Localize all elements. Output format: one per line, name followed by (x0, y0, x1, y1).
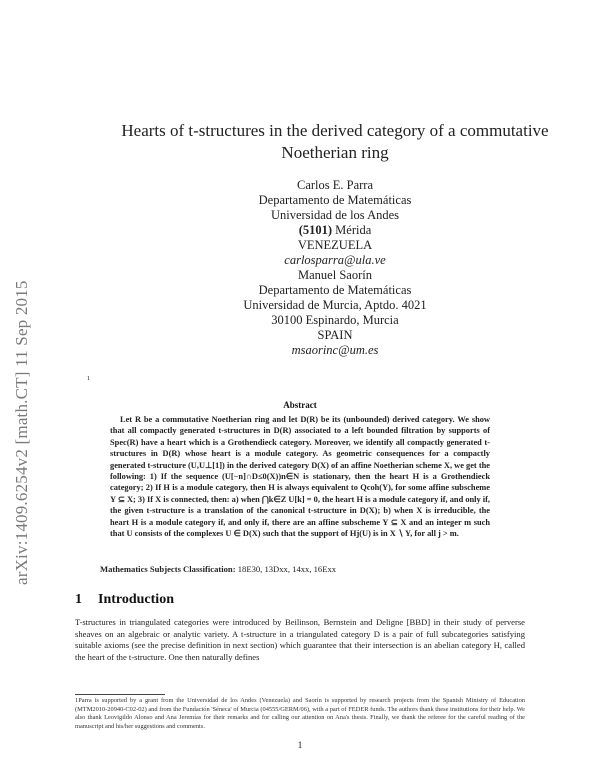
section-heading (75, 592, 174, 608)
section-number: 1 (75, 592, 82, 607)
msc-label: Mathematics Subjects Classification: (100, 564, 236, 574)
msc-line (100, 564, 520, 574)
author-1-email[interactable]: carlosparra@ula.ve (284, 253, 386, 267)
footnote-text: 1Parra is supported by a grant from the Universidad de los Andes (Venezuela) and Saorín is supported by research projects from the Spanish Ministry of Education (MTM2010-20940-C02-02) and from the Fundación 'Séneca' of Murcia (04555/GERM/06), with a part of FEDER funds. The authors thank these institutions for their help. We also thank Leovigildo Alonso and Ana Jeremías for their remarks and for calling our attention on Ana's thesis. Finally, we thank the referee for the careful reading of the manuscript and his/her suggestions and comments. (75, 697, 525, 730)
author-2-email[interactable]: msaorinc@um.es (291, 343, 379, 357)
section-title: Introduction (98, 592, 174, 607)
author-2-name: Manuel Saorín (298, 268, 372, 282)
intro-paragraph: T-structures in triangulated categories were introduced by Beilinson, Bernstein and Deligne [BBD] in their study of perverse sheaves on an algebraic or analytic variety. A t-structure in a triangulated category D is a pair of full subcategories satisfying suitable axioms (see the precise definition in next section) which guarantee that their intersection is an abelian category H, called the heart of the t-structure. One then naturally defines (75, 617, 525, 662)
msc-value: 18E30, 13Dxx, 14xx, 16Exx (235, 564, 337, 574)
author-2-city: 30100 Espinardo, Murcia (271, 313, 399, 327)
author-1-country: VENEZUELA (297, 238, 373, 252)
author-1-dept: Departamento de Matemáticas (258, 193, 412, 207)
author-1-city-line (100, 223, 570, 238)
arxiv-stamp[interactable]: arXiv:1409.6254v2 [math.CT] 11 Sep 2015 (12, 280, 31, 585)
title-line-2: Noetherian ring (281, 143, 389, 162)
author-1-city: Mérida (332, 223, 372, 237)
abstract-heading: Abstract (283, 400, 317, 410)
author-1-name: Carlos E. Parra (296, 178, 374, 192)
footnote-rule (75, 694, 165, 695)
paper-title (70, 120, 600, 164)
footnote-mark: 1 (87, 376, 90, 382)
abstract-text: Let R be a commutative Noetherian ring and let D(R) be its (unbounded) derived category. We show that all compactly generated t-structures in D(R) associated to a left bounded filtration by supports of Spec(R) have a heart which is a Grothendieck category. Moreover, we identify all compactly generated t-structures in D(R) whose heart is a module category. As geometric consequences for a compactly generated t-structure (U,U⊥[1]) in the derived category D(X) of an affine Noetherian scheme X, we get the following: 1) If the sequence (U[−n]∩D≤0(X))n∈N is stationary, then the heart H is a Grothendieck category; 2) If H is a module category, then H is always equivalent to Qcoh(Y), for some affine subscheme Y ⊆ X; 3) If X is connected, then: a) when ⋂k∈Z U[k] = 0, the heart H is a module category if, and only if, the given t-structure is a translation of the canonical t-structure in D(X); b) when X is irreducible, the heart H is a module category if, and only if, there are an affine subscheme Y ⊆ X and an integer m such that U consists of the complexes U ∈ D(X) such that the support of Hj(U) is in X ∖ Y, for all j > m. (110, 415, 490, 539)
title-line-1: Hearts of t-structures in the derived category of a commutative (121, 121, 549, 140)
author-2-dept: Departamento de Matemáticas (258, 283, 412, 297)
author-1-postcode: (5101) (298, 223, 333, 237)
author-2-univ: Universidad de Murcia, Aptdo. 4021 (243, 298, 427, 312)
author-1-block (100, 178, 570, 268)
author-2-block (100, 268, 570, 358)
author-1-univ: Universidad de los Andes (270, 208, 400, 222)
page-number: 1 (297, 740, 303, 750)
author-2-country: SPAIN (317, 328, 353, 342)
